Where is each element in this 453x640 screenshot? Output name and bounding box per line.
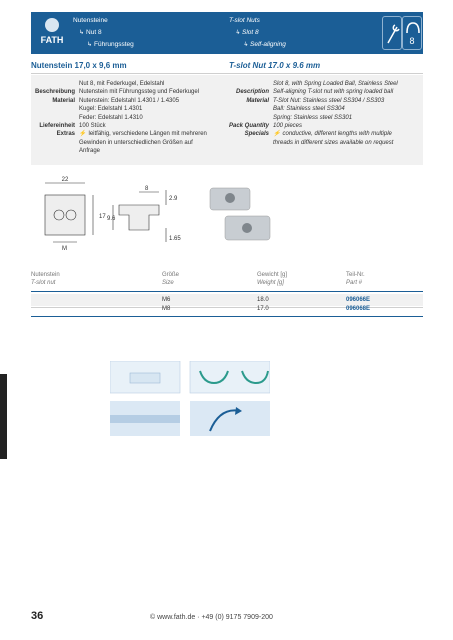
arrow-icon: ↳ [243, 42, 249, 48]
product-title-en: T-slot Nut 17.0 x 9.6 mm [229, 61, 321, 70]
header-bar [31, 12, 423, 54]
spec-column-de [31, 80, 226, 156]
cell-weight: 17.0 [257, 306, 269, 312]
spec-value: Nutenstein mit Führungssteg und Federkugel [79, 89, 200, 96]
spec-value: Nutenstein: Edelstahl 1.4301 / 1.4305 [79, 97, 180, 104]
product-photo [200, 180, 280, 250]
spec-value: Spring: Stainless steel SS301 [273, 114, 353, 121]
col-header-weight: Gewicht [g] Weight [g] [257, 272, 288, 286]
spec-value: conductive, different lengths with multiple [282, 131, 392, 138]
spec-column-en [209, 80, 423, 147]
conductive-icon: ⚡ [273, 131, 281, 138]
cell-weight: 18.0 [257, 297, 269, 303]
table-row[interactable] [31, 303, 423, 315]
spec-intro-en: Slot 8, with Spring Loaded Ball, Stainless Steel [273, 81, 398, 87]
spec-value: 100 pieces [273, 123, 303, 130]
installation-illustration [110, 361, 270, 436]
col-header-part: Teil-Nr. Part # [346, 272, 365, 286]
breadcrumb-en-1[interactable]: T-slot Nuts [229, 17, 260, 24]
dim-9-6: 9.6 [107, 216, 116, 222]
breadcrumb-en-3[interactable]: ↳ Self-aligning [243, 41, 286, 48]
spec-value: T-Slot Nut: Stainless steel SS304 / SS303 [273, 97, 385, 104]
spec-value: Anfrage [79, 148, 101, 155]
product-title-de: Nutenstein 17,0 x 9,6 mm [31, 61, 127, 70]
wrench-icon [382, 16, 402, 50]
arrow-icon: ↳ [235, 30, 241, 36]
arrow-icon: ↳ [87, 42, 93, 48]
col-header-size: Größe Size [162, 272, 180, 286]
spec-value: 100 Stück [79, 123, 106, 130]
cell-size: M6 [162, 297, 171, 303]
table-rule [31, 291, 423, 292]
breadcrumb-de-1[interactable]: Nutensteine [73, 17, 108, 24]
slot-number: 8 [409, 36, 415, 46]
spec-label: Specials [244, 131, 269, 138]
spec-label: Pack Quantity [228, 123, 269, 130]
page-number: 36 [31, 610, 44, 622]
spec-value: Feder: Edelstahl 1.4310 [79, 114, 143, 121]
spec-value: leitfähig, verschiedene Längen mit mehreren [88, 131, 207, 138]
globe-icon [45, 18, 59, 32]
fath-logo [37, 18, 67, 48]
dim-1-65: 1.65 [169, 236, 181, 242]
dim-8: 8 [145, 186, 149, 192]
spec-intro-de: Nut 8, mit Federkugel, Edelstahl [79, 81, 165, 87]
spec-value: Self-aligning T-slot nut with spring loaded ball [273, 89, 394, 96]
dim-m: M [62, 246, 67, 252]
spec-label: Beschreibung [34, 89, 75, 96]
cell-part-number[interactable]: 096068E [346, 306, 371, 312]
col-header-nut: Nutenstein T-slot nut [31, 272, 60, 286]
spec-label: Liefereinheit [39, 123, 75, 130]
breadcrumb-en-2[interactable]: ↳ Slot 8 [235, 29, 259, 36]
spec-label: Material [52, 97, 75, 104]
divider [31, 73, 423, 74]
dim-17: 17 [99, 214, 106, 220]
breadcrumb-de-2[interactable]: ↳ Nut 8 [79, 29, 102, 36]
slot-profile-icon [402, 16, 422, 50]
spec-label: Description [235, 89, 269, 96]
table-bottom-rule [31, 316, 423, 317]
cell-part-number[interactable]: 096066E [346, 297, 371, 303]
cell-size: M8 [162, 306, 171, 312]
spec-label: Extras [56, 131, 75, 138]
dim-2-9: 2.9 [169, 196, 178, 202]
footer-contact[interactable]: © www.fath.de · +49 (0) 9175 7909-200 [150, 614, 273, 621]
breadcrumb-de-3[interactable]: ↳ Führungssteg [87, 41, 134, 48]
side-tab [0, 374, 7, 459]
spec-value: threads in different sizes available on request [273, 139, 394, 146]
logo-wordmark: FATH [40, 35, 64, 45]
spec-value: Ball: Stainless steel SS304 [273, 106, 345, 113]
dim-22: 22 [61, 177, 69, 183]
spec-value: Kugel: Edelstahl 1.4301 [79, 106, 143, 113]
conductive-icon: ⚡ [79, 131, 87, 138]
arrow-icon: ↳ [79, 30, 85, 36]
spec-label: Material [246, 97, 269, 104]
spec-value: Gewinden in unterschiedlichen Größen auf [79, 139, 193, 146]
spec-panel [31, 75, 423, 165]
